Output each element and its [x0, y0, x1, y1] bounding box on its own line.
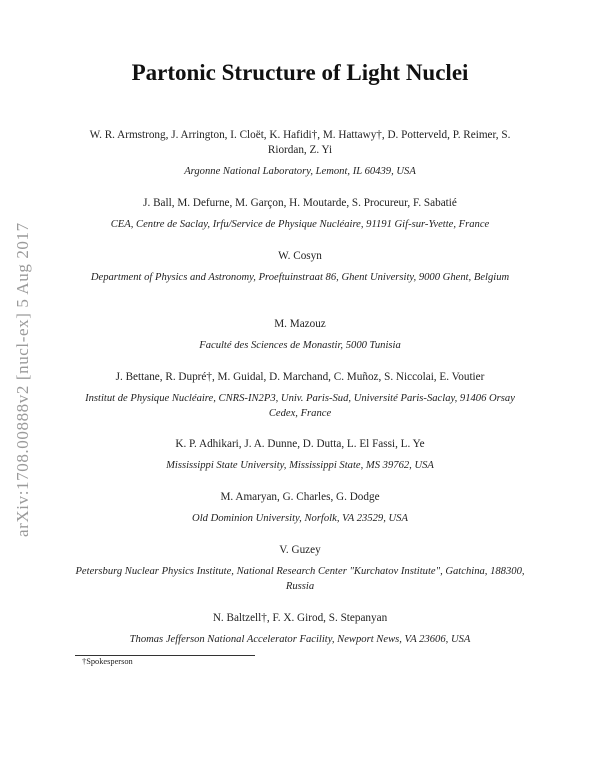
arxiv-identifier-stamp: arXiv:1708.00888v2 [nucl-ex] 5 Aug 2017 — [13, 222, 32, 538]
author-group-petersburg — [75, 543, 525, 594]
author-list: V. Guzey — [279, 544, 321, 556]
author-group-orsay — [75, 370, 525, 421]
affiliation: Faculté des Sciences de Monastir, 5000 Tunisia — [199, 340, 401, 351]
affiliation: Argonne National Laboratory, Lemont, IL 60439, USA — [184, 166, 416, 177]
author-group-cea — [75, 196, 525, 232]
affiliation: Institut de Physique Nucléaire, CNRS-IN2P3, Univ. Paris-Sud, Université Paris-Saclay, 91406 Orsay Cedex, France — [85, 393, 515, 419]
affiliation: Department of Physics and Astronomy, Proeftuinstraat 86, Ghent University, 9000 Ghent, Belgium — [90, 272, 510, 283]
author-group-jefferson-lab — [75, 611, 525, 647]
author-group-mississippi — [75, 437, 525, 473]
author-list: J. Ball, M. Defurne, M. Garçon, H. Moutarde, S. Procureur, F. Sabatié — [143, 197, 457, 209]
author-group-argonne — [75, 128, 525, 179]
author-list: M. Amaryan, G. Charles, G. Dodge — [220, 491, 380, 503]
footnote: †Spokesperson — [82, 657, 133, 666]
affiliation: Thomas Jefferson National Accelerator Facility, Newport News, VA 23606, USA — [129, 634, 471, 645]
author-list: J. Bettane, R. Dupré†, M. Guidal, D. Marchand, C. Muñoz, S. Niccolai, E. Voutier — [115, 371, 485, 383]
author-list: W. R. Armstrong, J. Arrington, I. Cloët, K. Hafidi†, M. Hattawy†, D. Potterveld, P. Reimer, S. Riordan, Z. Yi — [89, 129, 511, 156]
footnote-rule — [75, 655, 255, 656]
affiliation: Petersburg Nuclear Physics Institute, National Research Center "Kurchatov Institute", Gatchina, 188300, Russia — [75, 566, 525, 592]
author-group-monastir — [75, 317, 525, 353]
paper-title: Partonic Structure of Light Nuclei — [131, 60, 469, 85]
author-list: K. P. Adhikari, J. A. Dunne, D. Dutta, L. El Fassi, L. Ye — [175, 438, 425, 450]
author-group-ghent — [75, 249, 525, 285]
affiliation: Mississippi State University, Mississippi State, MS 39762, USA — [166, 460, 434, 471]
author-list: W. Cosyn — [278, 250, 322, 262]
affiliation: Old Dominion University, Norfolk, VA 23529, USA — [192, 513, 408, 524]
author-list: M. Mazouz — [274, 318, 326, 330]
affiliation: CEA, Centre de Saclay, Irfu/Service de Physique Nucléaire, 91191 Gif-sur-Yvette, France — [110, 219, 490, 230]
author-list: N. Baltzell†, F. X. Girod, S. Stepanyan — [212, 612, 388, 624]
author-group-old-dominion — [75, 490, 525, 526]
